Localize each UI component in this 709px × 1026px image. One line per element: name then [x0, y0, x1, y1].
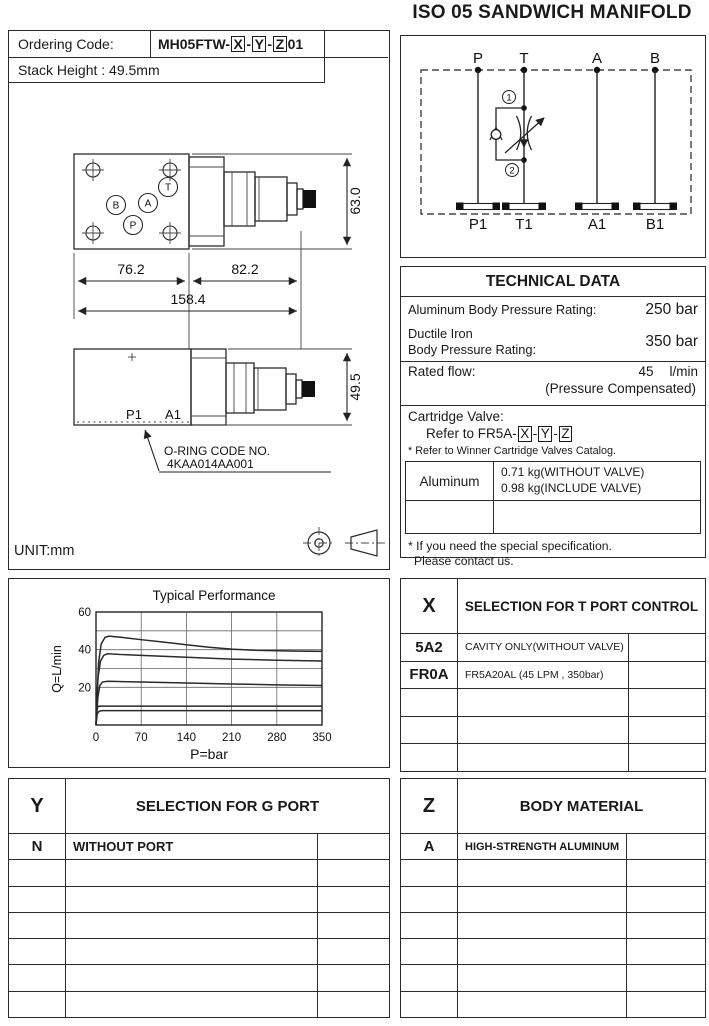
code-x-box: X	[231, 36, 245, 53]
schematic-line-p	[456, 50, 500, 233]
stack-height-row: Stack Height : 49.5mm	[9, 58, 325, 83]
dim-49-5	[193, 349, 363, 425]
cartridge-refer: Refer to FR5A- X - Y - Z	[426, 426, 698, 443]
rated-flow-row	[401, 362, 705, 406]
aluminum-rating-value: 250 bar	[645, 300, 698, 318]
cartridge-valve-block	[401, 406, 705, 458]
weight-row-empty	[406, 500, 700, 533]
schematic-line-b	[633, 50, 677, 233]
code-suffix: 01	[287, 36, 304, 52]
cartridge-y-box: Y	[538, 426, 552, 442]
table-row	[9, 887, 389, 913]
svg-text:280: 280	[267, 732, 287, 744]
chart-series-curve-5	[96, 711, 322, 725]
ductile-rating-row	[401, 322, 705, 362]
ordering-code-value	[151, 31, 325, 57]
cartridge-valve-side-view	[191, 349, 315, 425]
top-view	[74, 154, 363, 349]
svg-text:B1: B1	[645, 216, 665, 233]
table-row	[401, 860, 705, 886]
ordering-code-row	[9, 31, 388, 58]
table-row	[401, 992, 705, 1017]
z-table-title: BODY MATERIAL	[519, 797, 644, 815]
adjustment-knob	[303, 190, 316, 208]
x-table-header	[401, 579, 705, 634]
projection-symbol-icon	[303, 527, 385, 559]
table-row	[401, 744, 705, 771]
chart-series-curve-3	[96, 681, 322, 725]
x-selection-table	[400, 578, 706, 772]
table-row	[9, 913, 389, 939]
rated-flow-note: (Pressure Compensated)	[545, 381, 696, 396]
flow-control-valve-symbol	[490, 91, 544, 177]
aluminum-rating-row	[401, 297, 705, 322]
svg-text:P1: P1	[468, 216, 488, 233]
table-row	[401, 689, 705, 717]
oring-note-line1: O-RING CODE NO.	[164, 444, 271, 458]
oring-callout	[145, 430, 331, 472]
svg-text:0: 0	[92, 732, 100, 744]
cartridge-x-box: X	[518, 426, 532, 442]
valve-node-2: 2	[509, 165, 515, 177]
svg-text:40: 40	[78, 644, 91, 657]
x-table-title: SELECTION FOR T PORT CONTROL	[464, 598, 699, 614]
rated-flow-label: Rated flow:	[408, 364, 476, 379]
y-table-title: SELECTION FOR G PORT	[135, 797, 320, 815]
table-row	[401, 913, 705, 939]
table-row: FR0A FR5A20AL (45 LPM , 350bar)	[401, 662, 705, 690]
port-a-label: A	[144, 198, 152, 210]
y-table-header	[9, 779, 389, 834]
table-row	[9, 965, 389, 991]
weight-values: 0.71 kg(WITHOUT VALVE) 0.98 kg(INCLUDE VALVE)	[501, 465, 645, 495]
svg-text:49.5: 49.5	[347, 373, 363, 401]
chart-series-curve-4	[96, 706, 322, 725]
table-row	[401, 965, 705, 991]
ordering-code-label: Ordering Code:	[9, 31, 151, 57]
port-markers	[107, 178, 178, 235]
svg-text:P: P	[472, 50, 484, 67]
chart-ylabel: Q=L/min	[50, 645, 64, 693]
drawing-panel	[8, 30, 390, 570]
svg-text:82.2: 82.2	[231, 261, 259, 277]
table-row	[9, 860, 389, 886]
svg-text:70: 70	[134, 732, 148, 744]
svg-text:B: B	[649, 50, 661, 67]
ductile-rating-value: 350 bar	[645, 332, 698, 350]
manifold-boundary	[421, 70, 691, 214]
svg-text:60: 60	[78, 607, 91, 619]
port-a1-label: A1	[165, 407, 181, 422]
cartridge-label: Cartridge Valve:	[408, 409, 504, 424]
cartridge-valve-top-view	[189, 157, 316, 246]
performance-chart-panel	[8, 578, 390, 768]
dimension-drawing	[9, 31, 388, 568]
rated-flow-value: 45 l/min	[638, 364, 698, 379]
typical-performance-chart	[9, 579, 388, 766]
z-table-header	[401, 779, 705, 834]
page-title: ISO 05 SANDWICH MANIFOLD	[412, 2, 692, 23]
weight-material: Aluminum	[406, 462, 494, 500]
cartridge-z-box: Z	[559, 426, 572, 442]
svg-text:A1: A1	[587, 216, 607, 233]
weight-row-aluminum	[406, 462, 700, 500]
chart-series-curve-2	[96, 654, 322, 725]
ductile-rating-label: Ductile Iron Body Pressure Rating:	[408, 325, 537, 357]
z-selection-table	[400, 778, 706, 1018]
table-row	[9, 992, 389, 1017]
code-prefix: MH05FTW-	[158, 36, 231, 52]
port-t-label: T	[164, 182, 172, 194]
svg-text:T1: T1	[515, 216, 533, 233]
port-b-label: B	[112, 200, 120, 212]
unit-label: UNIT:mm	[14, 543, 75, 559]
y-code-header: Y	[9, 779, 66, 833]
port-p1-label: P1	[126, 407, 142, 422]
code-sep: -	[246, 36, 252, 52]
table-row	[401, 939, 705, 965]
table-row	[401, 717, 705, 745]
valve-node-1: 1	[506, 92, 512, 104]
code-sep: -	[267, 36, 273, 52]
hydraulic-schematic-panel	[400, 35, 706, 258]
weight-table	[405, 461, 701, 534]
dim-63	[192, 154, 363, 249]
table-row: A HIGH-STRENGTH ALUMINUM	[401, 834, 705, 860]
aluminum-rating-label: Aluminum Body Pressure Rating:	[408, 302, 597, 317]
check-valve-icon	[490, 128, 502, 141]
svg-text:350: 350	[312, 732, 332, 744]
port-p-label: P	[129, 220, 137, 232]
svg-text:140: 140	[176, 732, 196, 744]
chart-title: Typical Performance	[152, 588, 276, 603]
table-row	[9, 939, 389, 965]
code-z-box: Z	[273, 36, 287, 53]
svg-text:T: T	[519, 50, 529, 67]
technical-data-panel	[400, 266, 706, 568]
y-selection-table	[8, 778, 390, 1018]
z-code-header: Z	[401, 779, 458, 833]
code-y-box: Y	[252, 36, 266, 53]
svg-text:20: 20	[78, 682, 91, 695]
svg-text:A: A	[591, 50, 603, 67]
table-row: 5A2 CAVITY ONLY(WITHOUT VALVE)	[401, 634, 705, 662]
svg-text:63.0: 63.0	[347, 187, 363, 215]
ordering-spare-cell	[325, 31, 388, 57]
cartridge-note: * Refer to Winner Cartridge Valves Catalog.	[408, 444, 617, 457]
schematic-line-a	[575, 50, 619, 233]
table-row	[401, 887, 705, 913]
cone-symbol-icon	[345, 530, 385, 556]
svg-text:158.4: 158.4	[170, 291, 206, 307]
special-note: * If you need the special specification. Please contact us.	[408, 539, 612, 568]
x-code-header: X	[401, 579, 458, 633]
svg-text:76.2: 76.2	[117, 261, 145, 277]
technical-data-header: TECHNICAL DATA	[401, 267, 705, 297]
side-view	[74, 349, 363, 472]
oring-note-line2: 4KAA014AA001	[167, 457, 254, 471]
svg-text:210: 210	[222, 732, 242, 744]
adjustment-knob	[302, 381, 315, 397]
chart-xlabel: P=bar	[190, 746, 228, 762]
table-row: N WITHOUT PORT	[9, 834, 389, 860]
hydraulic-schematic	[401, 36, 704, 256]
